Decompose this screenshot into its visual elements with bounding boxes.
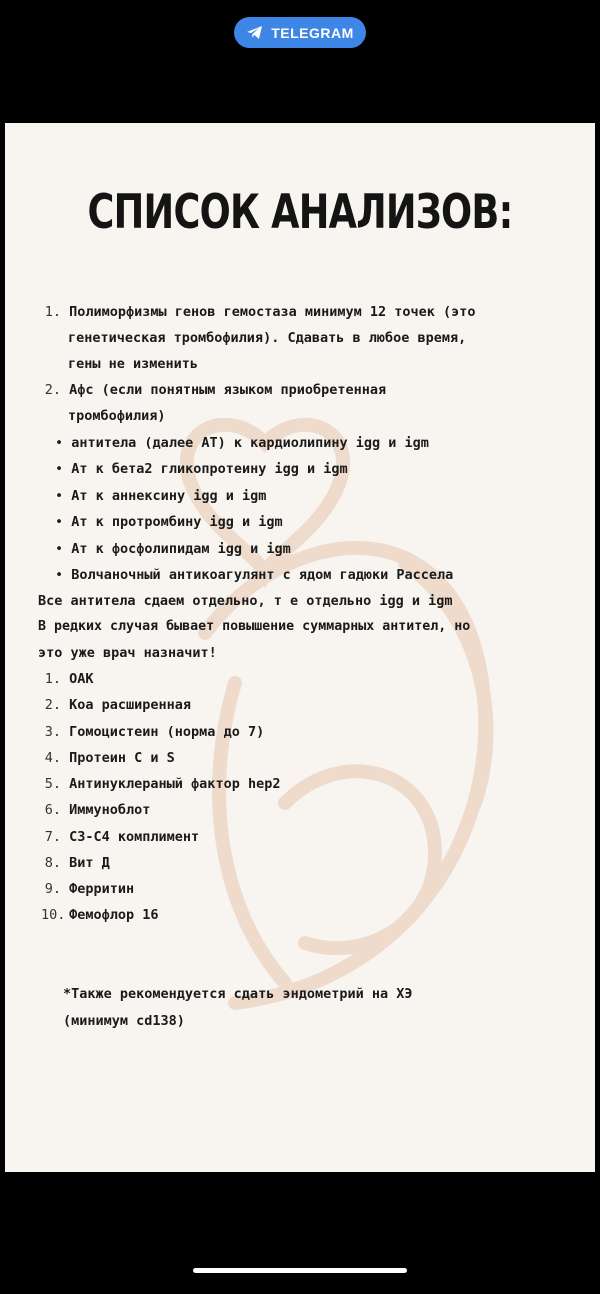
list-item: 8. Вит Д xyxy=(44,855,110,871)
page-title: СПИСОК АНАЛИЗОВ: xyxy=(87,185,513,240)
list-item: гены не изменить xyxy=(68,356,199,372)
list-item: 1. ОАК xyxy=(44,671,94,687)
document-card xyxy=(5,123,595,1172)
list-item: 2. Афс (если понятным языком приобретенная xyxy=(44,382,387,398)
watermark-illustration xyxy=(145,383,545,1023)
bullet-item: • Ат к протромбину igg и igm xyxy=(55,514,283,530)
note-line: это уже врач назначит! xyxy=(38,645,217,661)
telegram-plane-icon xyxy=(246,25,263,40)
list-item: 6. Иммуноблот xyxy=(44,802,151,818)
note-line: Все антитела сдаем отдельно, т е отдельно igg и igm xyxy=(38,593,453,609)
bullet-item: • антитела (далее АТ) к кардиолипину igg и igm xyxy=(55,435,429,451)
footnote-line: *Также рекомендуется сдать эндометрий на ХЭ xyxy=(63,986,413,1002)
footnote-line: (минимум cd138) xyxy=(63,1013,185,1029)
bullet-item: • Ат к бета2 гликопротеину igg и igm xyxy=(55,461,348,477)
bullet-item: • Ат к аннексину igg и igm xyxy=(55,488,267,504)
list-item: 4. Протеин С и S xyxy=(44,750,175,766)
list-item: тромбофилия) xyxy=(68,408,166,424)
note-line: В редких случая бывает повышение суммарных антител, но xyxy=(38,619,471,634)
list-item: генетическая тромбофилия). Сдавать в любое время, xyxy=(68,330,467,346)
telegram-label: TELEGRAM xyxy=(271,24,354,41)
list-item: 3. Гомоцистеин (норма до 7) xyxy=(44,724,265,740)
telegram-badge[interactable] xyxy=(234,17,366,48)
list-item: 1. Полиморфизмы генов гемостаза минимум 12 точек (это xyxy=(44,304,476,320)
list-item: 9. Ферритин xyxy=(44,881,135,897)
list-item: 7. С3-С4 комплимент xyxy=(44,829,200,845)
bullet-item: • Ат к фосфолипидам igg и igm xyxy=(55,541,291,557)
home-indicator[interactable] xyxy=(193,1268,407,1273)
list-item: 5. Антинуклераный фактор hep2 xyxy=(44,776,281,792)
list-item: 2. Коа расширенная xyxy=(44,697,192,713)
bullet-item: • Волчаночный антикоагулянт с ядом гадюки Рассела xyxy=(55,567,454,583)
list-item: 10. Фемофлор 16 xyxy=(41,907,159,923)
